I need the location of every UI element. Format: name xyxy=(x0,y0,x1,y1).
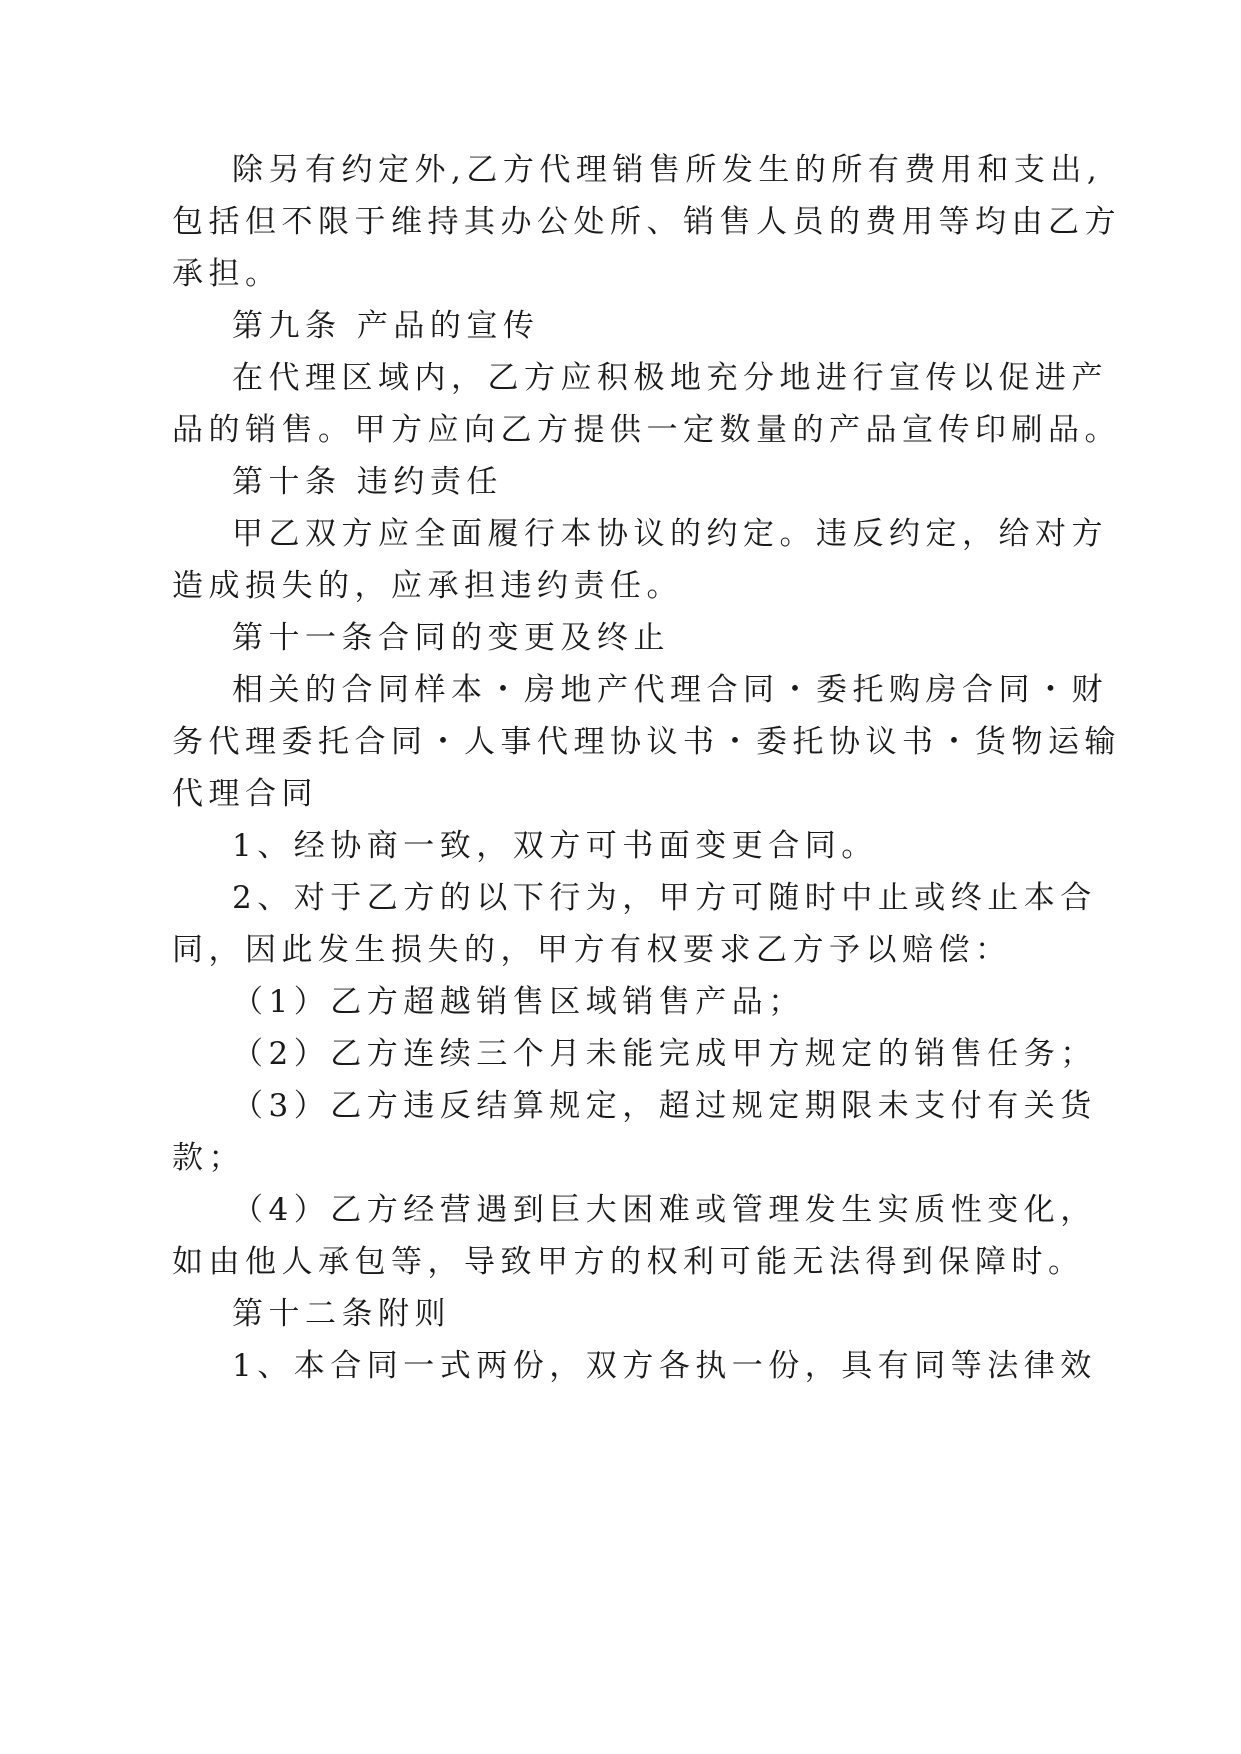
article-10-heading: 第十条 违约责任 xyxy=(232,464,503,500)
related-samples-line-2: 务代理委托合同・人事代理协议书・委托协议书・货物运输 xyxy=(172,724,1121,760)
item-4-line-1: （4）乙方经营遇到巨大困难或管理发生实质性变化， xyxy=(232,1192,1097,1228)
related-samples-line-3: 代理合同 xyxy=(172,776,318,812)
article-12-clause-1-line-1: 1、本合同一式两份，双方各执一份，具有同等法律效 xyxy=(232,1348,1097,1384)
article-10-line-2: 造成损失的，应承担违约责任。 xyxy=(172,568,683,604)
paragraph-expenses-line-2: 包括但不限于维持其办公处所、销售人员的费用等均由乙方 xyxy=(172,204,1121,240)
paragraph-expenses-line-1: 除另有约定外,乙方代理销售所发生的所有费用和支出, xyxy=(232,152,1103,188)
clause-2-line-1: 2、对于乙方的以下行为，甲方可随时中止或终止本合 xyxy=(232,880,1097,916)
item-2-line-1: （2）乙方连续三个月未能完成甲方规定的销售任务； xyxy=(232,1036,1097,1072)
clause-1-line-1: 1、经协商一致，双方可书面变更合同。 xyxy=(232,828,878,864)
article-11-heading: 第十一条合同的变更及终止 xyxy=(232,620,670,656)
item-1-line-1: （1）乙方超越销售区域销售产品； xyxy=(232,984,805,1020)
article-9-line-2: 品的销售。甲方应向乙方提供一定数量的产品宣传印刷品。 xyxy=(172,412,1121,448)
clause-2-line-2: 同，因此发生损失的，甲方有权要求乙方予以赔偿： xyxy=(172,932,1012,968)
article-10-line-1: 甲乙双方应全面履行本协议的约定。违反约定，给对方 xyxy=(232,516,1108,552)
paragraph-expenses-line-3: 承担。 xyxy=(172,256,282,292)
article-12-heading: 第十二条附则 xyxy=(232,1296,451,1332)
item-3-line-1: （3）乙方违反结算规定，超过规定期限未支付有关货 xyxy=(232,1088,1097,1124)
article-9-heading: 第九条 产品的宣传 xyxy=(232,308,540,344)
related-samples-line-1: 相关的合同样本・房地产代理合同・委托购房合同・财 xyxy=(232,672,1108,708)
article-9-line-1: 在代理区域内，乙方应积极地充分地进行宣传以促进产 xyxy=(232,360,1108,396)
item-3-line-2: 款； xyxy=(172,1140,245,1176)
item-4-line-2: 如由他人承包等，导致甲方的权利可能无法得到保障时。 xyxy=(172,1244,1085,1280)
